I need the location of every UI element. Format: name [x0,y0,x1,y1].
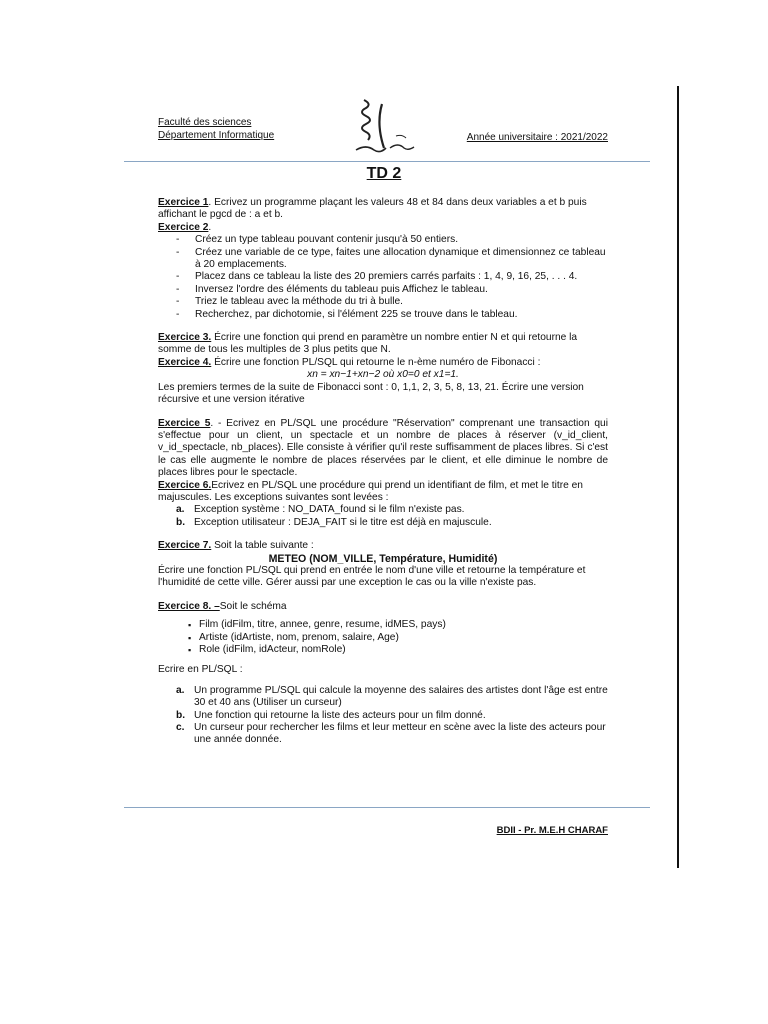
list-item: - Créez un type tableau pouvant contenir jusqu'à 50 entiers. [158,234,608,246]
list-item: - Inversez l'ordre des éléments du tableau puis Affichez le tableau. [158,284,608,296]
exercise-text: Soit le schéma [219,600,287,612]
exercise-text: Écrire une fonction PL/SQL qui retourne le n-ème numéro de Fibonacci : [211,356,541,368]
list-item: c. Un curseur pour rechercher les films et leur metteur en scène avec la liste des acteurs pour une année donnée. [176,722,606,746]
fibonacci-formula: xn = xn−1+xn−2 où x0=0 et x1=1. [307,369,459,381]
faculty-name: Faculté des sciences [158,117,252,128]
exercise-text: Ecrivez en PL/SQL une procédure qui prend un identifiant de film, et met le titre en majuscules. Les exceptions suivantes sont levées : [158,479,583,503]
exercise-6-list [158,504,608,529]
exercise-label: Exercice 2 [158,221,209,233]
header-divider [124,161,650,162]
list-item: - Recherchez, par dichotomie, si l'élément 225 se trouve dans le tableau. [158,309,608,321]
list-item: b. Une fonction qui retourne la liste des acteurs pour un film donné. [176,709,486,721]
exercise-label: Exercice 8. – [158,600,220,612]
exercise-6 [158,480,608,530]
exercise-text: Les premiers termes de la suite de Fibonacci sont : 0, 1,1, 2, 3, 5, 8, 13, 21. Écrire une version récursive et une version itérative [158,381,584,406]
list-item: - Triez le tableau avec la méthode du tri à bulle. [158,296,608,308]
exercise-label: Exercice 4. [158,356,212,368]
exercise-text: Écrire une fonction qui prend en paramètre un nombre entier N et qui retourne la somme de tous les multiples de 3 plus petits que N. [158,332,578,356]
exercise-text: Écrire une fonction PL/SQL qui prend en entrée le nom d'une ville et retourne la température et l'humidité de cette ville. Gérer aussi par une exception le cas ou la ville n'existe pas. [158,564,586,589]
exercise-2: Exercice 2. - Créez un type tableau pouvant contenir jusqu'à 50 entiers. - Créez une variable de ce type, faites une allocation dynamique et dimensionnez ce tableau à 20 emplacements. - Placez dans ce tableau la liste des 20 premiers carrés parfaits : 1, 4, 9, 16, 25, . . . 4. - Inversez l'ordre des éléments du tableau puis Affichez le tableau. - Triez le tableau avec la méthode du tri à bulle. - Recherchez, par dichotomie, si l'élément 225 se trouve dans le tableau. [158,222,608,321]
exercise-text: Soit la table suivante : [211,540,314,552]
list-item: b. Exception utilisateur : DEJA_FAIT si le titre est déjà en majuscule. [176,516,492,528]
exercise-8-list [158,685,608,747]
exercise-5 [158,418,608,480]
exercise-label: Exercice 5 [158,417,211,429]
institution-block [158,116,274,142]
department-name: Département Informatique [158,130,275,141]
exercise-text: . Ecrivez un programme plaçant les valeurs 48 et 84 dans deux variables a et b puis affichant le pgcd de : a et b. [158,197,587,221]
academic-year: Année universitaire : 2021/2022 [466,132,608,143]
schema-list [158,619,608,656]
exercise-2-list [158,234,608,321]
list-item: - Créez une variable de ce type, faites une allocation dynamique et dimensionnez ce tableau à 20 emplacements. [158,247,608,272]
list-item: a. Exception système : NO_DATA_found si le film n'existe pas. [176,504,465,516]
page-header [158,116,608,162]
exercises-content [158,197,608,747]
page-title: TD 2 [366,165,402,182]
list-item: ▪ Film (idFilm, titre, annee, genre, resume, idMES, pays) [158,619,608,631]
exercise-intro: Ecrire en PL/SQL : [158,664,243,676]
list-item: a. Un programme PL/SQL qui calcule la moyenne des salaires des artistes dont l'âge est entre 30 et 40 ans (Utiliser un curseur) [176,684,608,709]
exercise-label: Exercice 6. [158,479,212,491]
list-item: ▪ Artiste (idArtiste, nom, prenom, salaire, Age) [158,632,608,644]
exercise-label: Exercice 7. [158,540,212,552]
university-logo [352,98,422,162]
exercise-label: Exercice 3. [158,332,212,344]
list-item: ▪ Role (idFilm, idActeur, nomRole) [158,644,608,656]
exercise-3 [158,332,608,357]
exercise-1 [158,197,608,222]
right-border-line [677,86,679,868]
exercise-8 [158,601,608,747]
exercise-label: Exercice 1 [158,197,209,208]
table-definition: METEO (NOM_VILLE, Température, Humidité) [268,552,498,565]
exercise-7 [158,540,608,590]
footer-divider [124,807,650,808]
exercise-text: . - Ecrivez en PL/SQL une procédure "Réservation" comprenant une transaction qui s'effectue pour un client, un spectacle et un nombre de places à réserver (v_id_client, v_id_spectacle, nb_places). Elle consiste à vérifier qu'il reste suffisamment de places libres. Si c'est le cas elle augmente le nombre de places réservées par le client, et elle diminue le nombre de places libres pour le spectacle. [158,417,608,479]
exercise-4 [158,357,608,407]
list-item: - Placez dans ce tableau la liste des 20 premiers carrés parfaits : 1, 4, 9, 16, 25, . . . 4. [158,271,608,283]
page-footer: BDII - Pr. M.E.H CHARAF [496,825,608,836]
